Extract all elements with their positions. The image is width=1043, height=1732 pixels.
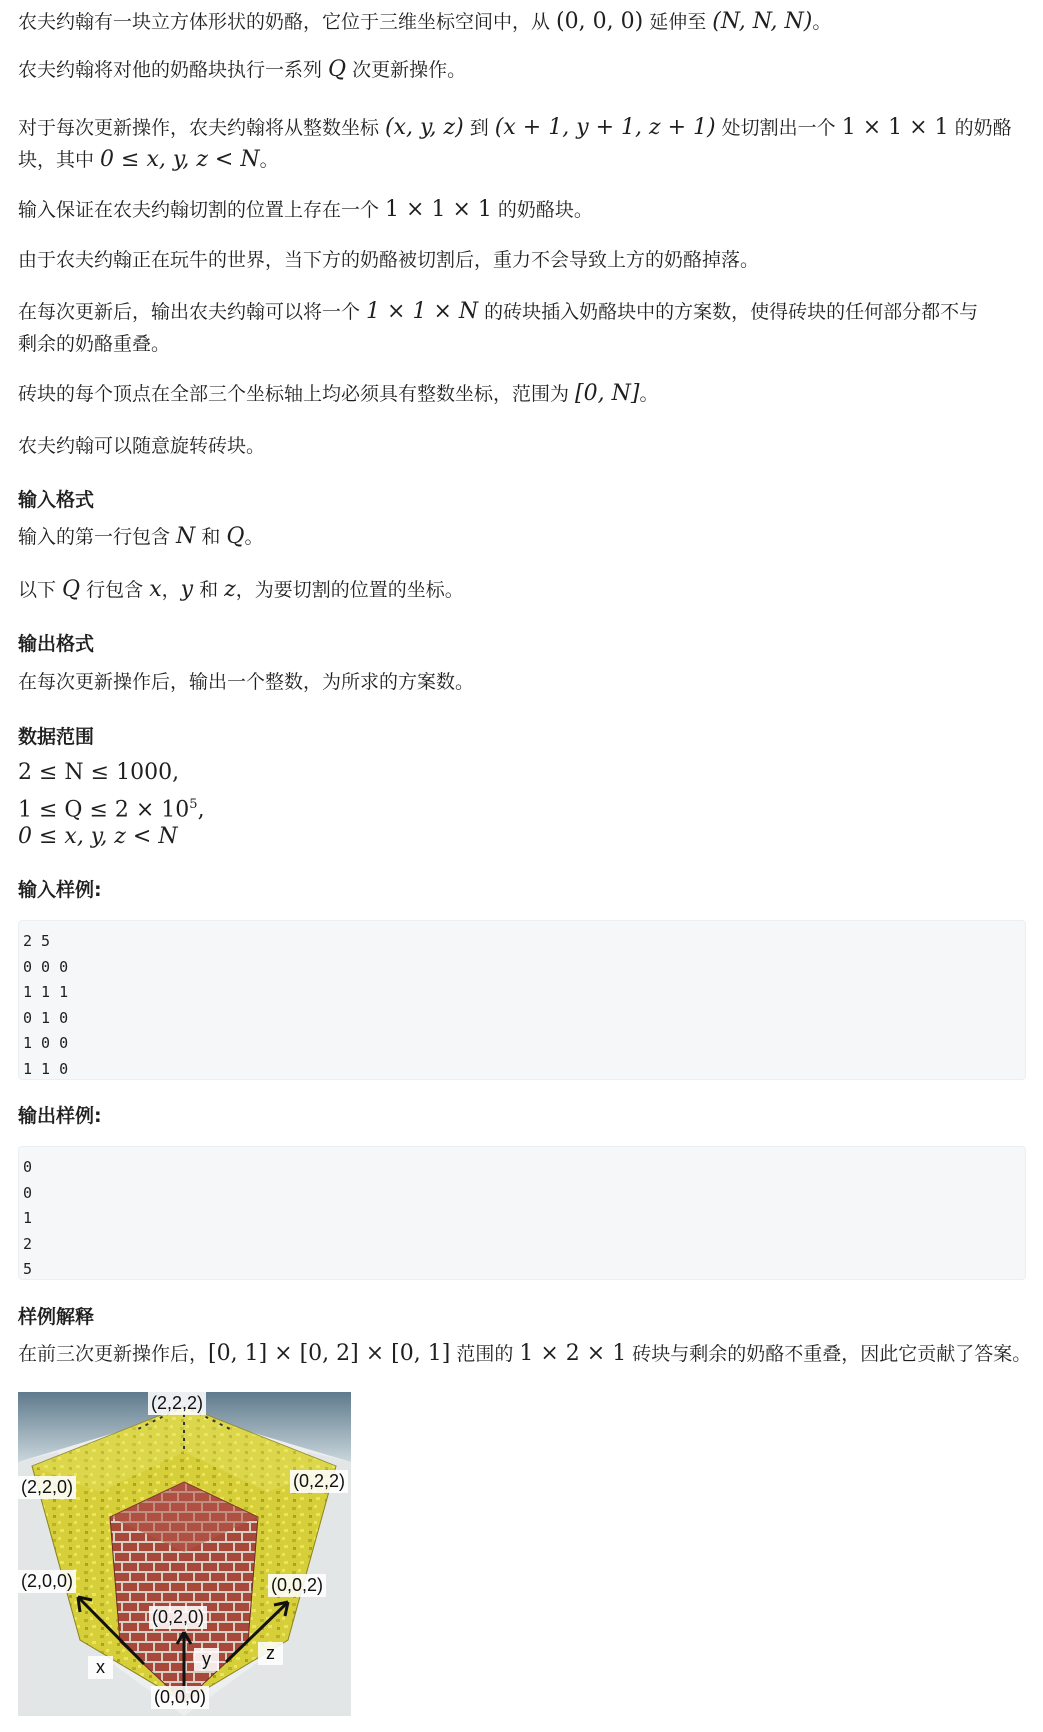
label-axis-z: z (258, 1642, 283, 1665)
statement-p6-cont: 剩余的奶酪重叠。 (18, 333, 171, 355)
math: N (176, 524, 196, 549)
statement-p6 (18, 296, 978, 328)
text: 砖块的每个顶点在全部三个坐标轴上均必须具有整数坐标，范围为 (18, 383, 576, 405)
cheese-illustration (18, 1392, 351, 1716)
label-left-lower: (2,0,0) (18, 1570, 76, 1593)
math: 1 × 1 × 1 (385, 197, 492, 222)
sample-input-code (18, 920, 1026, 1080)
statement-p4 (18, 194, 593, 226)
input-format-line2 (18, 574, 464, 606)
sample-output-heading: 输出样例: (18, 1105, 102, 1127)
code-line: 0 (23, 1158, 33, 1176)
label-top: (2,2,2) (148, 1392, 206, 1415)
statement-p7 (18, 378, 658, 410)
constraint-xyz: 0 ≤ x, y, z < N (18, 824, 178, 849)
sample-input-heading: 输入样例: (18, 879, 102, 901)
exponent: 5 (189, 797, 198, 812)
code-line: 1 1 1 (23, 983, 69, 1001)
math: (x, y, z) (385, 115, 464, 140)
math: x (149, 577, 162, 602)
code-line: 2 (23, 1234, 33, 1253)
statement-p5: 由于农夫约翰正在玩牛的世界，当下方的奶酪被切割后，重力不会导致上方的奶酪掉落。 (18, 249, 760, 271)
math: [0, N] (575, 381, 640, 406)
output-format-line1: 在每次更新操作后，输出一个整数，为所求的方案数。 (18, 671, 475, 693)
math: Q (62, 577, 81, 602)
code-line: 0 1 0 (23, 1008, 69, 1027)
text: 。 (259, 149, 279, 171)
text: 农夫约翰将对他的奶酪块执行一系列 (18, 59, 329, 81)
explanation-text (18, 1338, 1031, 1370)
math: z (224, 577, 236, 602)
output-format-heading: 输出格式 (18, 633, 95, 655)
label-axis-x: x (88, 1656, 113, 1679)
statement-p8: 农夫约翰可以随意旋转砖块。 (18, 435, 266, 457)
math: (x + 1, y + 1, z + 1) (494, 115, 716, 140)
text: 在每次更新后，输出农夫约翰可以将一个 (18, 301, 367, 323)
text: 块，其中 (18, 149, 101, 171)
text: 在前三次更新操作后， (18, 1343, 209, 1365)
text: 以下 (18, 579, 63, 601)
math: (N, N, N) (712, 9, 813, 34)
math: Q (328, 57, 347, 82)
code-line: 1 (23, 1209, 33, 1227)
code-line: 0 (23, 1183, 33, 1202)
text: 。 (639, 383, 659, 405)
text: 处切割出一个 (715, 117, 842, 139)
text: 延伸至 (643, 11, 713, 33)
label-right-lower: (0,0,2) (268, 1574, 326, 1597)
math: 0 ≤ x, y, z < N (100, 147, 260, 172)
text: 行包含 (80, 579, 150, 601)
text: 次更新操作。 (346, 59, 467, 81)
math: 1 × 2 × 1 (519, 1341, 627, 1366)
math: 1 × 1 × N (366, 299, 479, 324)
input-format-line1 (18, 521, 263, 553)
text: 。 (812, 11, 832, 33)
text: 对于每次更新操作，农夫约翰将从整数坐标 (18, 117, 386, 139)
constraint-n: 2 ≤ N ≤ 1000, (18, 760, 180, 785)
code-line: 5 (23, 1260, 33, 1278)
input-format-heading: 输入格式 (18, 489, 95, 511)
math: 1 ≤ Q ≤ 2 × 10 (18, 797, 190, 823)
text: 。 (244, 526, 264, 548)
statement-p3 (18, 112, 1012, 144)
text: ，为要切割的位置的坐标。 (235, 579, 464, 601)
math: Q (226, 524, 245, 549)
label-right-upper: (0,2,2) (290, 1470, 348, 1493)
statement-p2 (18, 54, 466, 86)
code-line: 2 5 (23, 932, 51, 950)
label-left-upper: (2,2,0) (18, 1476, 76, 1499)
code-line: 1 1 0 (23, 1059, 69, 1078)
text: 和 (193, 579, 225, 601)
label-center: (0,2,0) (149, 1606, 207, 1629)
text: 和 (195, 526, 227, 548)
text: 农夫约翰有一块立方体形状的奶酪，它位于三维坐标空间中，从 (18, 11, 557, 33)
math: , (197, 797, 205, 823)
text: 输入的第一行包含 (18, 526, 177, 548)
code-line: 0 0 0 (23, 957, 69, 976)
statement-p3-cont (18, 144, 279, 176)
cheese-brick-figure (18, 1392, 351, 1716)
text: ， (161, 579, 181, 601)
text: 的砖块插入奶酪块中的方案数，使得砖块的任何部分都不与 (478, 301, 979, 323)
constraints-heading: 数据范围 (18, 726, 95, 748)
math: [0, 1] × [0, 2] × [0, 1] (208, 1341, 451, 1366)
math: (0, 0, 0) (556, 9, 644, 34)
code-line: 1 0 0 (23, 1034, 69, 1052)
text: 的奶酪块。 (491, 199, 593, 221)
text: 输入保证在农夫约翰切割的位置上存在一个 (18, 199, 386, 221)
label-bottom: (0,0,0) (151, 1686, 209, 1709)
text: 砖块与剩余的奶酪不重叠，因此它贡献了答案。 (626, 1343, 1032, 1365)
sample-output-code (18, 1146, 1026, 1280)
text: 范围的 (450, 1343, 520, 1365)
math: 1 × 1 × 1 (841, 115, 949, 140)
explanation-heading: 样例解释 (18, 1306, 95, 1328)
statement-p1 (18, 6, 831, 38)
text: 的奶酪 (948, 117, 1012, 139)
math: y (180, 577, 194, 602)
text: 到 (463, 117, 495, 139)
label-axis-y: y (194, 1648, 219, 1671)
